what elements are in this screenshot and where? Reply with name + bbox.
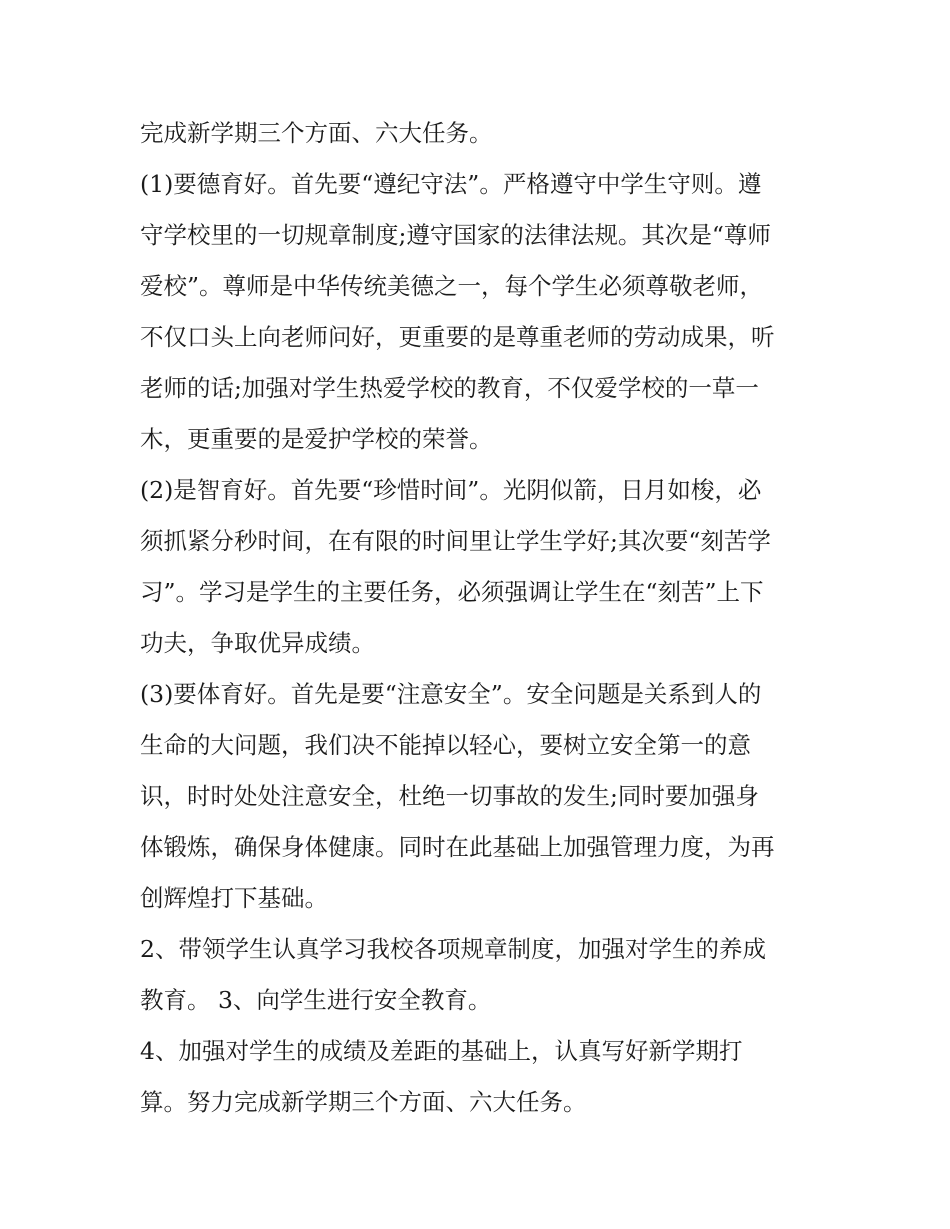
text-line: 2、带领学生认真学习我校各项规章制度，加强对学生的养成	[140, 935, 766, 963]
text-line: 创辉煌打下基础。	[140, 884, 328, 912]
text-line: 教育。 3、向学生进行安全教育。	[140, 986, 492, 1014]
text-line: 须抓紧分秒时间，在有限的时间里让学生学好;其次要“刻苦学	[140, 527, 771, 555]
document-body	[140, 108, 820, 1128]
text-line: 习”。学习是学生的主要任务，必须强调让学生在“刻苦”上下	[140, 578, 764, 606]
text-line: 不仅口头上向老师问好，更重要的是尊重老师的劳动成果，听	[140, 323, 775, 351]
text-line: (1)要德育好。首先要“遵纪守法”。严格遵守中学生守则。遵	[140, 170, 762, 198]
text-line: 功夫，争取优异成绩。	[140, 629, 375, 657]
text-line: 爱校”。尊师是中华传统美德之一，每个学生必须尊敬老师，	[140, 272, 764, 300]
text-line: (2)是智育好。首先要“珍惜时间”。光阴似箭，日月如梭，必	[140, 476, 762, 504]
text-line: 4、加强对学生的成绩及差距的基础上，认真写好新学期打	[140, 1037, 743, 1065]
text-line: 完成新学期三个方面、六大任务。	[140, 119, 493, 147]
text-line: 生命的大问题，我们决不能掉以轻心，要树立安全第一的意	[140, 731, 751, 759]
text-line: 老师的话;加强对学生热爱学校的教育，不仅爱学校的一草一	[140, 374, 759, 402]
text-line: (3)要体育好。首先是要“注意安全”。安全问题是关系到人的	[140, 680, 762, 708]
text-line: 算。努力完成新学期三个方面、六大任务。	[140, 1088, 587, 1116]
text-line: 木，更重要的是爱护学校的荣誉。	[140, 425, 493, 453]
text-line: 守学校里的一切规章制度;遵守国家的法律法规。其次是“尊师	[140, 221, 771, 249]
text-line: 识，时时处处注意安全，杜绝一切事故的发生;同时要加强身	[140, 782, 759, 810]
text-line: 体锻炼，确保身体健康。同时在此基础上加强管理力度，为再	[140, 833, 775, 861]
